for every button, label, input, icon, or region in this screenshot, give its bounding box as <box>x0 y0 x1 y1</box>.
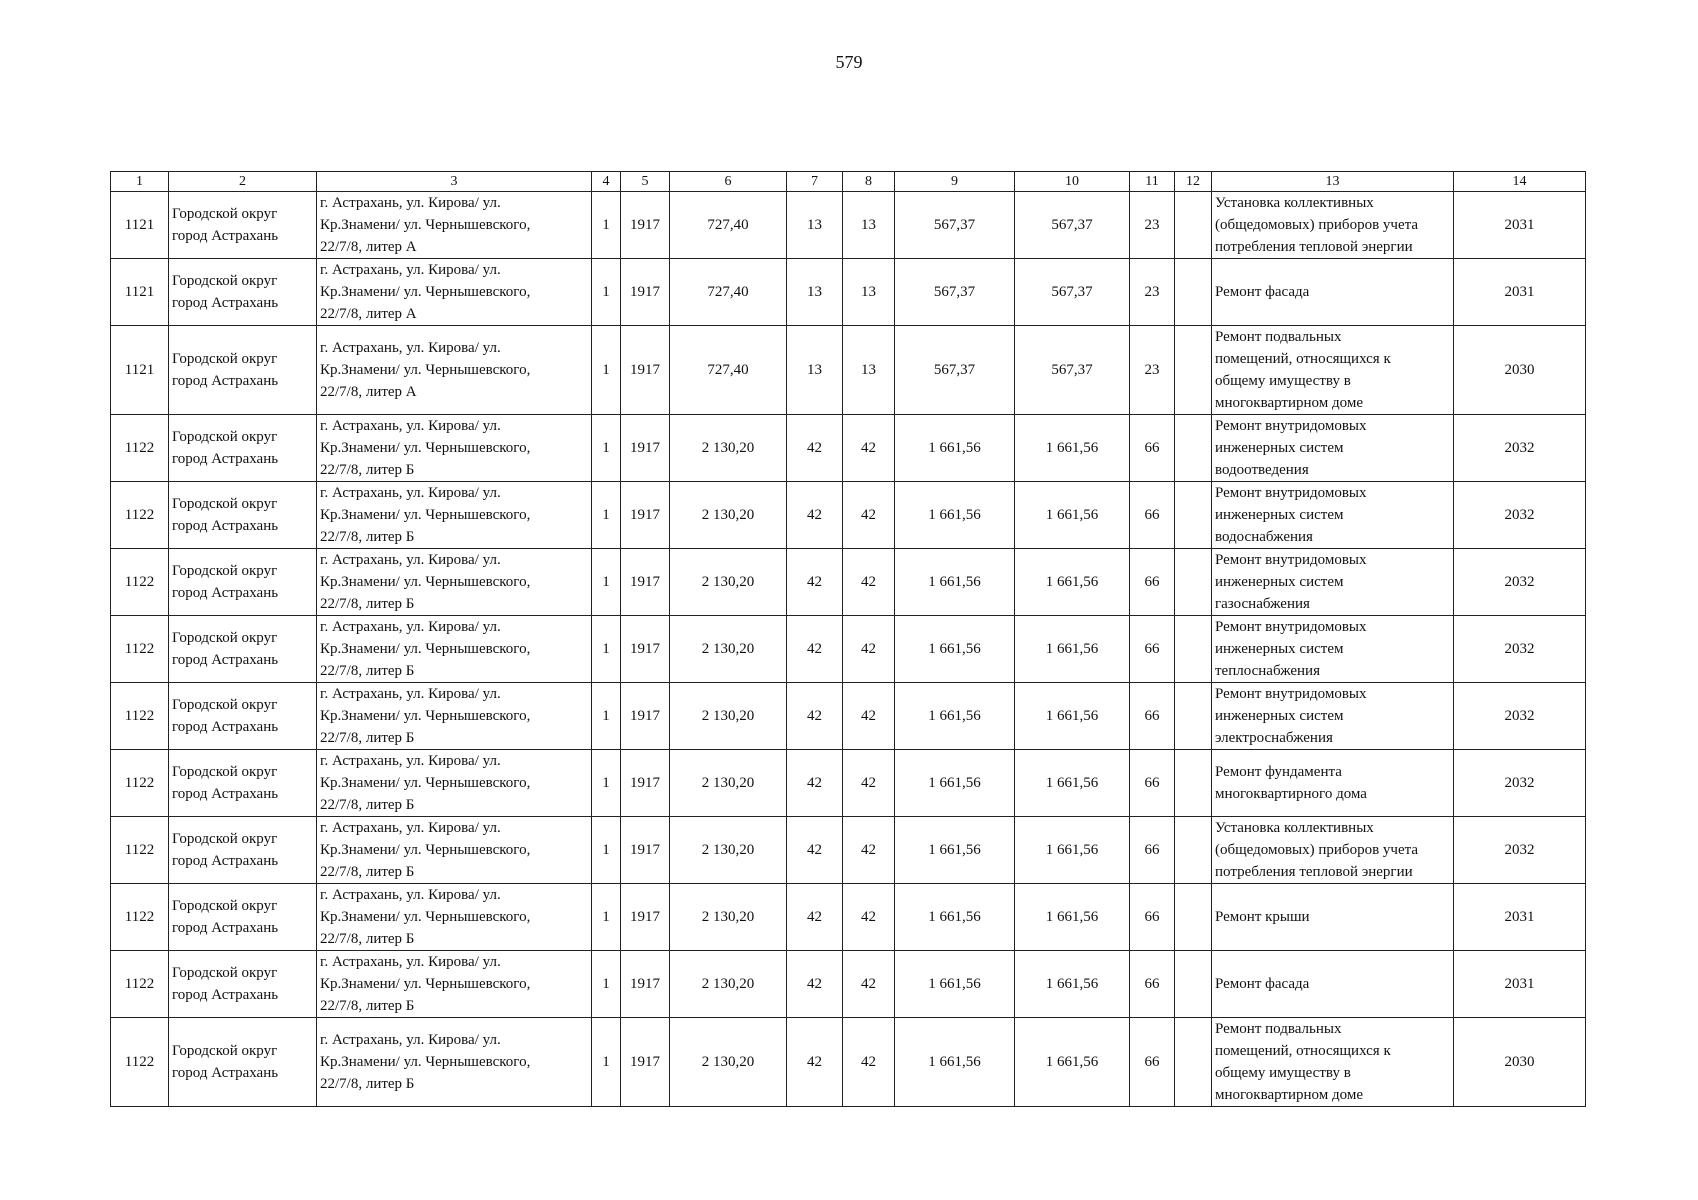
area-total-cell: 2 130,20 <box>670 1018 787 1107</box>
year-cell: 1917 <box>621 750 670 817</box>
area-residential-cell: 1 661,56 <box>895 750 1015 817</box>
year-cell: 1917 <box>621 616 670 683</box>
municipality-cell: Городской округ город Астрахань <box>169 683 317 750</box>
col12-cell <box>1175 549 1212 616</box>
col12-cell <box>1175 415 1212 482</box>
address-cell: г. Астрахань, ул. Кирова/ ул. Кр.Знамени/ ул. Чернышевского, 22/7/8, литер Б <box>317 549 592 616</box>
area-residential-cell: 1 661,56 <box>895 1018 1015 1107</box>
area-residential-cell: 1 661,56 <box>895 951 1015 1018</box>
area-residential-cell: 567,37 <box>895 259 1015 326</box>
area-residential-2-cell: 1 661,56 <box>1015 616 1130 683</box>
col12-cell <box>1175 1018 1212 1107</box>
col11-cell: 66 <box>1130 683 1175 750</box>
col12-cell <box>1175 482 1212 549</box>
area-residential-2-cell: 567,37 <box>1015 326 1130 415</box>
col7-cell: 42 <box>787 817 843 884</box>
col12-cell <box>1175 259 1212 326</box>
address-cell: г. Астрахань, ул. Кирова/ ул. Кр.Знамени/ ул. Чернышевского, 22/7/8, литер А <box>317 326 592 415</box>
capital-repair-table <box>110 171 1586 1107</box>
table-row <box>111 817 1586 884</box>
col4-cell: 1 <box>592 683 621 750</box>
area-total-cell: 2 130,20 <box>670 482 787 549</box>
col7-cell: 42 <box>787 951 843 1018</box>
row-id-cell: 1122 <box>111 951 169 1018</box>
page-number: 579 <box>835 52 863 72</box>
table-row <box>111 951 1586 1018</box>
col11-cell: 66 <box>1130 616 1175 683</box>
area-total-cell: 2 130,20 <box>670 951 787 1018</box>
area-total-cell: 727,40 <box>670 326 787 415</box>
municipality-cell: Городской округ город Астрахань <box>169 549 317 616</box>
planned-year-cell: 2031 <box>1454 192 1586 259</box>
col8-cell: 42 <box>843 683 895 750</box>
col8-cell: 13 <box>843 326 895 415</box>
municipality-cell: Городской округ город Астрахань <box>169 884 317 951</box>
col8-cell: 42 <box>843 1018 895 1107</box>
col7-cell: 42 <box>787 616 843 683</box>
table-row <box>111 683 1586 750</box>
col12-cell <box>1175 616 1212 683</box>
col7-cell: 13 <box>787 192 843 259</box>
col12-cell <box>1175 817 1212 884</box>
table-row <box>111 326 1586 415</box>
year-cell: 1917 <box>621 884 670 951</box>
column-header: 3 <box>317 172 592 192</box>
area-residential-cell: 567,37 <box>895 192 1015 259</box>
col8-cell: 13 <box>843 192 895 259</box>
column-header: 1 <box>111 172 169 192</box>
area-residential-cell: 1 661,56 <box>895 817 1015 884</box>
municipality-cell: Городской округ город Астрахань <box>169 415 317 482</box>
col4-cell: 1 <box>592 549 621 616</box>
table-row <box>111 750 1586 817</box>
table-row <box>111 192 1586 259</box>
area-total-cell: 2 130,20 <box>670 415 787 482</box>
address-cell: г. Астрахань, ул. Кирова/ ул. Кр.Знамени/ ул. Чернышевского, 22/7/8, литер Б <box>317 884 592 951</box>
row-id-cell: 1122 <box>111 482 169 549</box>
column-header: 11 <box>1130 172 1175 192</box>
col11-cell: 66 <box>1130 1018 1175 1107</box>
address-cell: г. Астрахань, ул. Кирова/ ул. Кр.Знамени/ ул. Чернышевского, 22/7/8, литер Б <box>317 750 592 817</box>
col12-cell <box>1175 683 1212 750</box>
column-header: 13 <box>1212 172 1454 192</box>
col11-cell: 66 <box>1130 415 1175 482</box>
col4-cell: 1 <box>592 1018 621 1107</box>
area-residential-2-cell: 1 661,56 <box>1015 817 1130 884</box>
work-type-cell: Ремонт крыши <box>1212 884 1454 951</box>
column-number-row <box>111 172 1586 192</box>
col11-cell: 66 <box>1130 549 1175 616</box>
column-header: 2 <box>169 172 317 192</box>
col4-cell: 1 <box>592 750 621 817</box>
row-id-cell: 1122 <box>111 884 169 951</box>
area-residential-cell: 567,37 <box>895 326 1015 415</box>
col12-cell <box>1175 750 1212 817</box>
municipality-cell: Городской округ город Астрахань <box>169 616 317 683</box>
area-residential-cell: 1 661,56 <box>895 616 1015 683</box>
row-id-cell: 1122 <box>111 1018 169 1107</box>
table-row <box>111 884 1586 951</box>
work-type-cell: Установка коллективных (общедомовых) приборов учета потребления тепловой энергии <box>1212 817 1454 884</box>
row-id-cell: 1122 <box>111 683 169 750</box>
area-total-cell: 727,40 <box>670 192 787 259</box>
address-cell: г. Астрахань, ул. Кирова/ ул. Кр.Знамени/ ул. Чернышевского, 22/7/8, литер Б <box>317 817 592 884</box>
work-type-cell: Ремонт внутридомовых инженерных систем газоснабжения <box>1212 549 1454 616</box>
table-row <box>111 415 1586 482</box>
column-header: 8 <box>843 172 895 192</box>
col12-cell <box>1175 326 1212 415</box>
area-residential-2-cell: 1 661,56 <box>1015 549 1130 616</box>
area-residential-2-cell: 1 661,56 <box>1015 884 1130 951</box>
address-cell: г. Астрахань, ул. Кирова/ ул. Кр.Знамени/ ул. Чернышевского, 22/7/8, литер Б <box>317 415 592 482</box>
area-total-cell: 2 130,20 <box>670 817 787 884</box>
col7-cell: 42 <box>787 1018 843 1107</box>
work-type-cell: Ремонт подвальных помещений, относящихся к общему имуществу в многоквартирном доме <box>1212 326 1454 415</box>
planned-year-cell: 2031 <box>1454 951 1586 1018</box>
year-cell: 1917 <box>621 549 670 616</box>
area-total-cell: 2 130,20 <box>670 884 787 951</box>
col4-cell: 1 <box>592 884 621 951</box>
work-type-cell: Ремонт внутридомовых инженерных систем теплоснабжения <box>1212 616 1454 683</box>
table-row <box>111 1018 1586 1107</box>
col7-cell: 42 <box>787 683 843 750</box>
address-cell: г. Астрахань, ул. Кирова/ ул. Кр.Знамени/ ул. Чернышевского, 22/7/8, литер Б <box>317 616 592 683</box>
col11-cell: 66 <box>1130 884 1175 951</box>
col4-cell: 1 <box>592 817 621 884</box>
work-type-cell: Ремонт фасада <box>1212 951 1454 1018</box>
row-id-cell: 1121 <box>111 326 169 415</box>
planned-year-cell: 2032 <box>1454 817 1586 884</box>
column-header: 6 <box>670 172 787 192</box>
year-cell: 1917 <box>621 1018 670 1107</box>
address-cell: г. Астрахань, ул. Кирова/ ул. Кр.Знамени/ ул. Чернышевского, 22/7/8, литер А <box>317 192 592 259</box>
col7-cell: 42 <box>787 482 843 549</box>
col4-cell: 1 <box>592 259 621 326</box>
table-row <box>111 259 1586 326</box>
address-cell: г. Астрахань, ул. Кирова/ ул. Кр.Знамени/ ул. Чернышевского, 22/7/8, литер А <box>317 259 592 326</box>
col12-cell <box>1175 884 1212 951</box>
area-residential-cell: 1 661,56 <box>895 683 1015 750</box>
row-id-cell: 1122 <box>111 616 169 683</box>
address-cell: г. Астрахань, ул. Кирова/ ул. Кр.Знамени/ ул. Чернышевского, 22/7/8, литер Б <box>317 951 592 1018</box>
table-row <box>111 482 1586 549</box>
area-residential-cell: 1 661,56 <box>895 415 1015 482</box>
col12-cell <box>1175 951 1212 1018</box>
column-header: 7 <box>787 172 843 192</box>
column-header: 10 <box>1015 172 1130 192</box>
year-cell: 1917 <box>621 683 670 750</box>
col8-cell: 42 <box>843 482 895 549</box>
municipality-cell: Городской округ город Астрахань <box>169 951 317 1018</box>
col4-cell: 1 <box>592 192 621 259</box>
col8-cell: 42 <box>843 817 895 884</box>
address-cell: г. Астрахань, ул. Кирова/ ул. Кр.Знамени/ ул. Чернышевского, 22/7/8, литер Б <box>317 1018 592 1107</box>
col7-cell: 42 <box>787 884 843 951</box>
col7-cell: 42 <box>787 750 843 817</box>
year-cell: 1917 <box>621 951 670 1018</box>
area-residential-2-cell: 1 661,56 <box>1015 750 1130 817</box>
year-cell: 1917 <box>621 326 670 415</box>
col11-cell: 66 <box>1130 482 1175 549</box>
area-residential-2-cell: 1 661,56 <box>1015 951 1130 1018</box>
col8-cell: 42 <box>843 951 895 1018</box>
col4-cell: 1 <box>592 951 621 1018</box>
work-type-cell: Установка коллективных (общедомовых) приборов учета потребления тепловой энергии <box>1212 192 1454 259</box>
col8-cell: 42 <box>843 616 895 683</box>
table-row <box>111 616 1586 683</box>
area-residential-2-cell: 567,37 <box>1015 259 1130 326</box>
area-residential-2-cell: 1 661,56 <box>1015 415 1130 482</box>
col11-cell: 66 <box>1130 951 1175 1018</box>
area-residential-2-cell: 1 661,56 <box>1015 683 1130 750</box>
work-type-cell: Ремонт подвальных помещений, относящихся к общему имуществу в многоквартирном доме <box>1212 1018 1454 1107</box>
address-cell: г. Астрахань, ул. Кирова/ ул. Кр.Знамени/ ул. Чернышевского, 22/7/8, литер Б <box>317 683 592 750</box>
col4-cell: 1 <box>592 415 621 482</box>
planned-year-cell: 2032 <box>1454 750 1586 817</box>
col11-cell: 23 <box>1130 326 1175 415</box>
col7-cell: 13 <box>787 259 843 326</box>
work-type-cell: Ремонт фасада <box>1212 259 1454 326</box>
area-total-cell: 2 130,20 <box>670 683 787 750</box>
col4-cell: 1 <box>592 616 621 683</box>
municipality-cell: Городской округ город Астрахань <box>169 750 317 817</box>
col11-cell: 23 <box>1130 192 1175 259</box>
col8-cell: 42 <box>843 750 895 817</box>
planned-year-cell: 2032 <box>1454 415 1586 482</box>
year-cell: 1917 <box>621 259 670 326</box>
col7-cell: 42 <box>787 415 843 482</box>
year-cell: 1917 <box>621 415 670 482</box>
row-id-cell: 1121 <box>111 259 169 326</box>
col11-cell: 66 <box>1130 750 1175 817</box>
col8-cell: 42 <box>843 549 895 616</box>
area-residential-2-cell: 567,37 <box>1015 192 1130 259</box>
row-id-cell: 1122 <box>111 750 169 817</box>
area-total-cell: 2 130,20 <box>670 616 787 683</box>
municipality-cell: Городской округ город Астрахань <box>169 1018 317 1107</box>
row-id-cell: 1122 <box>111 549 169 616</box>
column-header: 14 <box>1454 172 1586 192</box>
year-cell: 1917 <box>621 817 670 884</box>
col7-cell: 42 <box>787 549 843 616</box>
table-row <box>111 549 1586 616</box>
col7-cell: 13 <box>787 326 843 415</box>
column-header: 12 <box>1175 172 1212 192</box>
municipality-cell: Городской округ город Астрахань <box>169 259 317 326</box>
year-cell: 1917 <box>621 482 670 549</box>
planned-year-cell: 2032 <box>1454 482 1586 549</box>
planned-year-cell: 2032 <box>1454 549 1586 616</box>
planned-year-cell: 2030 <box>1454 326 1586 415</box>
col8-cell: 42 <box>843 884 895 951</box>
year-cell: 1917 <box>621 192 670 259</box>
work-type-cell: Ремонт фундамента многоквартирного дома <box>1212 750 1454 817</box>
area-residential-cell: 1 661,56 <box>895 884 1015 951</box>
municipality-cell: Городской округ город Астрахань <box>169 326 317 415</box>
planned-year-cell: 2030 <box>1454 1018 1586 1107</box>
area-total-cell: 727,40 <box>670 259 787 326</box>
municipality-cell: Городской округ город Астрахань <box>169 482 317 549</box>
address-cell: г. Астрахань, ул. Кирова/ ул. Кр.Знамени/ ул. Чернышевского, 22/7/8, литер Б <box>317 482 592 549</box>
planned-year-cell: 2031 <box>1454 259 1586 326</box>
planned-year-cell: 2032 <box>1454 616 1586 683</box>
row-id-cell: 1121 <box>111 192 169 259</box>
col4-cell: 1 <box>592 482 621 549</box>
area-residential-cell: 1 661,56 <box>895 549 1015 616</box>
column-header: 4 <box>592 172 621 192</box>
work-type-cell: Ремонт внутридомовых инженерных систем электроснабжения <box>1212 683 1454 750</box>
area-total-cell: 2 130,20 <box>670 750 787 817</box>
col4-cell: 1 <box>592 326 621 415</box>
planned-year-cell: 2032 <box>1454 683 1586 750</box>
column-header: 9 <box>895 172 1015 192</box>
area-residential-2-cell: 1 661,56 <box>1015 482 1130 549</box>
col12-cell <box>1175 192 1212 259</box>
table-body <box>111 192 1586 1107</box>
col8-cell: 42 <box>843 415 895 482</box>
column-header: 5 <box>621 172 670 192</box>
row-id-cell: 1122 <box>111 415 169 482</box>
planned-year-cell: 2031 <box>1454 884 1586 951</box>
col11-cell: 66 <box>1130 817 1175 884</box>
work-type-cell: Ремонт внутридомовых инженерных систем водоснабжения <box>1212 482 1454 549</box>
municipality-cell: Городской округ город Астрахань <box>169 192 317 259</box>
col8-cell: 13 <box>843 259 895 326</box>
col11-cell: 23 <box>1130 259 1175 326</box>
area-residential-cell: 1 661,56 <box>895 482 1015 549</box>
area-residential-2-cell: 1 661,56 <box>1015 1018 1130 1107</box>
work-type-cell: Ремонт внутридомовых инженерных систем водоотведения <box>1212 415 1454 482</box>
area-total-cell: 2 130,20 <box>670 549 787 616</box>
municipality-cell: Городской округ город Астрахань <box>169 817 317 884</box>
row-id-cell: 1122 <box>111 817 169 884</box>
